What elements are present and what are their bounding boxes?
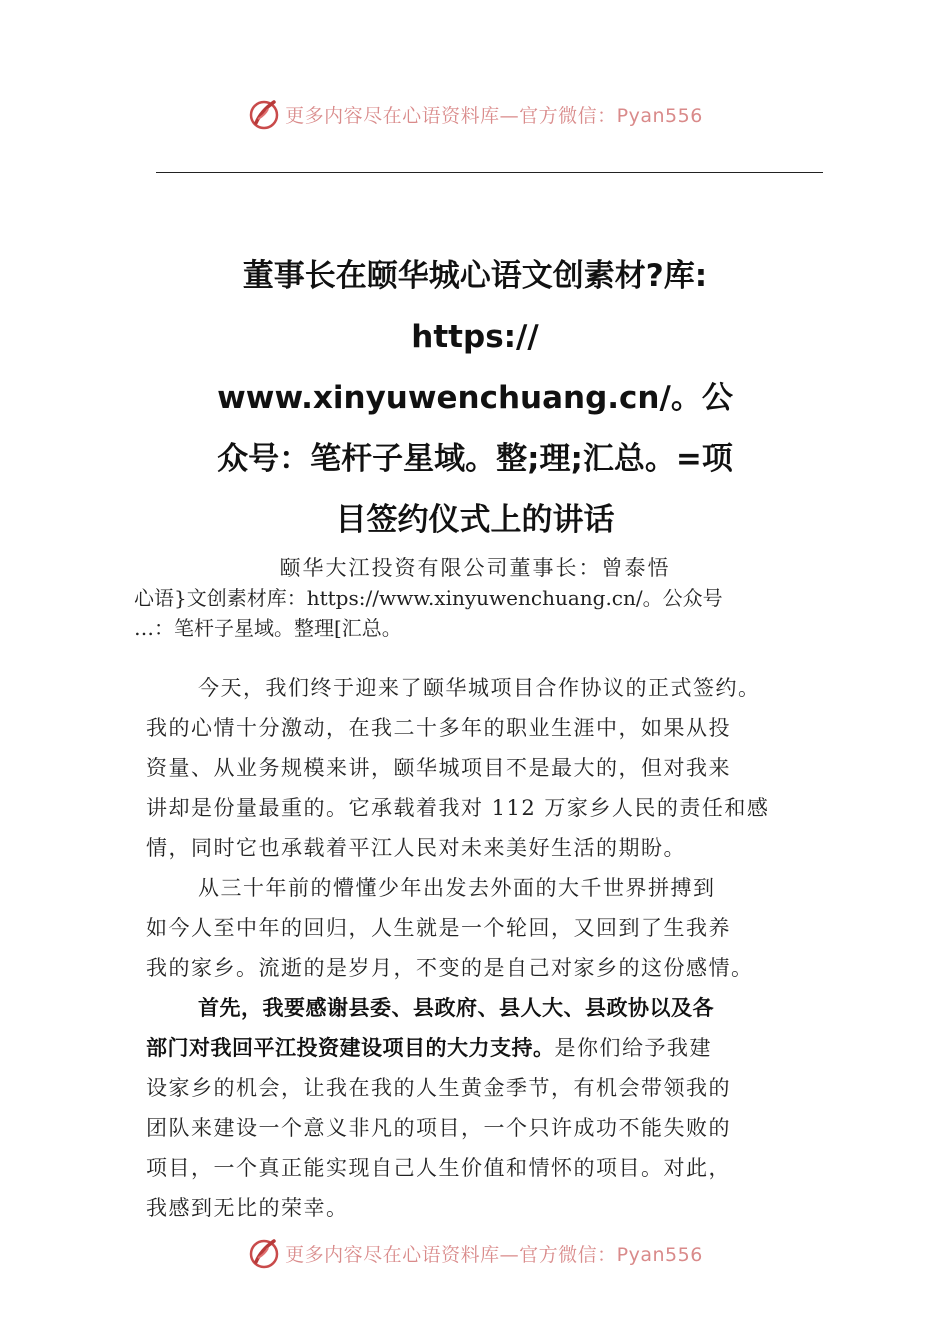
title-line: 目签约仪式上的讲话	[335, 502, 615, 538]
title-line: https://	[411, 319, 539, 355]
title-line: www.xinyuwenchuang.cn/。公	[217, 380, 733, 416]
paragraph-line: 我感到无比的荣幸。	[146, 1196, 349, 1220]
document-title	[150, 246, 800, 551]
paragraph-line: 资量、从业务规模来讲，颐华城项目不是最大的，但对我来	[146, 756, 731, 780]
paragraph-line: 从三十年前的懵懂少年出发去外面的大千世界拼搏到	[198, 876, 716, 900]
paragraph-line	[146, 1028, 836, 1068]
bold-text: 首先，我要感谢县委、县政府、县人大、县政协以及各	[198, 996, 714, 1020]
bold-text: 部门对我回平江投资建设项目的大力支持。	[146, 1036, 555, 1060]
page-header	[0, 94, 950, 134]
footer-text: 更多内容尽在心语资料库—官方微信：Pyan556	[285, 1243, 703, 1266]
brush-logo-icon	[247, 97, 281, 131]
header-text: 更多内容尽在心语资料库—官方微信：Pyan556	[285, 104, 703, 127]
note-line: 心语}文创素材库：https://www.xinyuwenchuang.cn/。公众号	[134, 586, 723, 610]
paragraph-line: 项目，一个真正能实现自己人生价值和情怀的项目。对此，	[146, 1156, 731, 1180]
paragraph-line: 我的心情十分激动，在我二十多年的职业生涯中，如果从投	[146, 716, 731, 740]
author-line: 颐华大江投资有限公司董事长：曾泰悟	[279, 556, 671, 580]
paragraph-line: 我的家乡。流逝的是岁月，不变的是自己对家乡的这份感情。	[146, 956, 754, 980]
paragraph-line	[146, 988, 836, 1028]
page-footer	[0, 1233, 950, 1273]
paragraph-line: 团队来建设一个意义非凡的项目，一个只许成功不能失败的	[146, 1116, 731, 1140]
paragraph-line: 情，同时它也承载着平江人民对未来美好生活的期盼。	[146, 836, 686, 860]
paragraph-line: 如今人至中年的回归，人生就是一个轮回，又回到了生我养	[146, 916, 731, 940]
source-note	[134, 583, 854, 643]
regular-text: 是你们给予我建	[554, 1036, 712, 1060]
title-line: 众号：笔杆子星域。整;理;汇总。=项	[217, 441, 733, 477]
paragraph-line: 讲却是份量最重的。它承载着我对 112 万家乡人民的责任和感	[146, 796, 770, 820]
paragraph-line: 设家乡的机会，让我在我的人生黄金季节，有机会带领我的	[146, 1076, 731, 1100]
paragraph-line: 今天，我们终于迎来了颐华城项目合作协议的正式签约。	[198, 676, 761, 700]
header-divider	[156, 172, 823, 173]
title-line: 董事长在颐华城心语文创素材?库:	[242, 258, 708, 294]
document-body	[146, 668, 836, 1228]
note-line: …：笔杆子星域。整理[汇总。	[134, 616, 402, 640]
brush-logo-icon	[247, 1236, 281, 1270]
